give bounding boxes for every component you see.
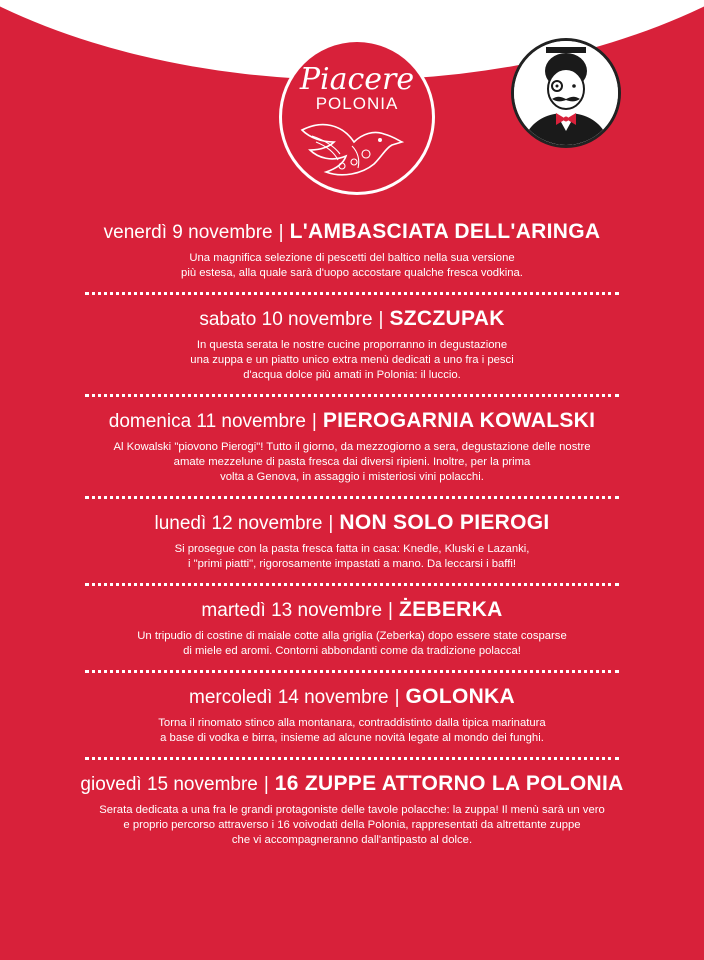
events-list bbox=[0, 220, 704, 848]
description-line: Una magnifica selezione di pescetti del baltico nella sua versione bbox=[189, 252, 515, 264]
event-name: NON SOLO PIEROGI bbox=[339, 511, 550, 534]
event-name: 16 ZUPPE ATTORNO LA POLONIA bbox=[274, 772, 624, 795]
event-date: mercoledì 14 novembre bbox=[189, 687, 389, 708]
title-separator: | bbox=[263, 774, 269, 795]
event-date: giovedì 15 novembre bbox=[80, 774, 258, 795]
event-item bbox=[0, 409, 704, 485]
event-title bbox=[0, 409, 704, 434]
event-description bbox=[72, 716, 632, 746]
dotted-divider bbox=[85, 757, 619, 760]
description-line: In questa serata le nostre cucine proporranno in degustazione bbox=[196, 339, 508, 351]
piacere-polonia-logo bbox=[282, 42, 432, 192]
description-line: più estesa, alla quale sarà d'uopo accostare qualche fresca vodkina. bbox=[181, 267, 523, 279]
event-date: venerdì 9 novembre bbox=[103, 222, 273, 243]
event-title bbox=[0, 772, 704, 797]
title-separator: | bbox=[394, 687, 400, 708]
description-line: di miele ed aromi. Contorni abbondanti come da tradizione polacca! bbox=[183, 645, 521, 657]
description-line: Al Kowalski "piovono Pierogi"! Tutto il giorno, da mezzogiorno a sera, degustazione delle nostre bbox=[113, 441, 591, 453]
event-item bbox=[0, 220, 704, 281]
event-name: L'AMBASCIATA DELL'ARINGA bbox=[289, 220, 601, 243]
event-title bbox=[0, 307, 704, 332]
event-name: PIEROGARNIA KOWALSKI bbox=[322, 409, 596, 432]
event-date: lunedì 12 novembre bbox=[154, 513, 323, 534]
description-line: e proprio percorso attraverso i 16 voivodati della Polonia, rappresentati da altrettante zuppe bbox=[123, 819, 581, 831]
title-separator: | bbox=[328, 513, 334, 534]
description-line: che vi accompagneranno dall'antipasto al dolce. bbox=[231, 834, 473, 846]
description-line: a base di vodka e birra, insieme ad alcune novità legate al mondo dei funghi. bbox=[160, 732, 544, 744]
description-line: d'acqua dolce più amati in Polonia: il luccio. bbox=[243, 369, 461, 381]
description-line: Un tripudio di costine di maiale cotte alla griglia (Zeberka) dopo essere state cosparse bbox=[137, 630, 567, 642]
description-line: una zuppa e un piatto unico extra menù dedicati a uno fra i pesci bbox=[190, 354, 514, 366]
mustache-gentleman-icon bbox=[511, 38, 621, 148]
event-item bbox=[0, 772, 704, 848]
description-line: Serata dedicata a una fra le grandi protagoniste delle tavole polacche: la zuppa! Il menù sarà un vero bbox=[99, 804, 605, 816]
event-description bbox=[72, 251, 632, 281]
event-description bbox=[72, 629, 632, 659]
event-name: SZCZUPAK bbox=[389, 307, 505, 330]
event-title bbox=[0, 220, 704, 245]
event-title bbox=[0, 685, 704, 710]
event-date: domenica 11 novembre bbox=[108, 411, 306, 432]
description-line: i "primi piatti", rigorosamente impastati a mano. Da leccarsi i baffi! bbox=[187, 558, 517, 570]
title-separator: | bbox=[278, 222, 284, 243]
event-date: sabato 10 novembre bbox=[199, 309, 373, 330]
event-item bbox=[0, 511, 704, 572]
event-description bbox=[72, 338, 632, 383]
description-line: Torna il rinomato stinco alla montanara, contraddistinto dalla tipica marinatura bbox=[158, 717, 546, 729]
dotted-divider bbox=[85, 670, 619, 673]
description-line: amate mezzelune di pasta fresca dai diversi ripieni. Inoltre, per la prima bbox=[173, 456, 531, 468]
event-description bbox=[72, 542, 632, 572]
dotted-divider bbox=[85, 394, 619, 397]
description-line: Si prosegue con la pasta fresca fatta in casa: Knedle, Kluski e Lazanki, bbox=[174, 543, 530, 555]
event-item bbox=[0, 307, 704, 383]
event-date: martedì 13 novembre bbox=[201, 600, 383, 621]
event-name: GOLONKA bbox=[405, 685, 515, 708]
dotted-divider bbox=[85, 496, 619, 499]
bird-icon bbox=[282, 112, 432, 192]
event-name: ŻEBERKA bbox=[398, 598, 503, 621]
event-item bbox=[0, 598, 704, 659]
logo-title: Piacere bbox=[299, 62, 415, 97]
title-separator: | bbox=[311, 411, 317, 432]
event-title bbox=[0, 598, 704, 623]
event-item bbox=[0, 685, 704, 746]
event-title bbox=[0, 511, 704, 536]
dotted-divider bbox=[85, 292, 619, 295]
title-separator: | bbox=[388, 600, 393, 621]
gentleman-illustration-icon bbox=[514, 41, 618, 145]
description-line: volta a Genova, in assaggio i misteriosi vini polacchi. bbox=[220, 471, 484, 483]
event-description bbox=[72, 440, 632, 485]
title-separator: | bbox=[378, 309, 384, 330]
dotted-divider bbox=[85, 583, 619, 586]
event-description bbox=[72, 803, 632, 848]
logo-subtitle: POLONIA bbox=[315, 94, 399, 113]
